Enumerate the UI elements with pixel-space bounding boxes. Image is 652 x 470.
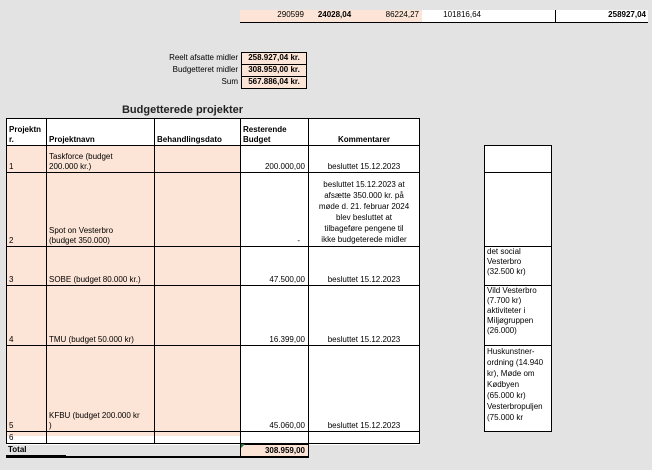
- summary-value-reelt[interactable]: 258.927,04 kr.: [241, 52, 307, 65]
- top-value-1[interactable]: 290599: [240, 10, 307, 22]
- top-blank-cell[interactable]: [484, 10, 556, 22]
- row2-nr[interactable]: 2: [6, 172, 47, 247]
- row3-komm[interactable]: besluttet 15.12.2023: [308, 246, 420, 286]
- header-projektnr: Projektn r.: [6, 118, 47, 146]
- row2-komm[interactable]: besluttet 15.12.2023 at afsætte 350.000 kr. på møde d. 21. februar 2024 blev besluttet at tilbageføre pengene til ikke budgeterede midler: [308, 172, 420, 247]
- row2-dato[interactable]: [154, 172, 241, 247]
- header-projektnavn: Projektnavn: [46, 118, 155, 146]
- row2-budget[interactable]: -: [240, 172, 309, 247]
- row5-nr[interactable]: 5: [6, 345, 47, 432]
- top-value-3[interactable]: 86224,27: [362, 10, 422, 22]
- row3-dato[interactable]: [154, 246, 241, 286]
- row4-komm[interactable]: besluttet 15.12.2023: [308, 285, 420, 346]
- row1-navn[interactable]: Taskforce (budget 200.000 kr.): [46, 145, 155, 173]
- row6-nr[interactable]: 6: [6, 431, 47, 444]
- total-cell-marker: [241, 444, 245, 448]
- row3-nr[interactable]: 3: [6, 246, 47, 286]
- total-bottom-border: [6, 456, 240, 458]
- summary-label-budgetteret: Budgetteret midler: [172, 65, 238, 74]
- row6-navn[interactable]: [46, 431, 155, 444]
- summary-value-sum[interactable]: 567.886,04 kr.: [241, 76, 307, 89]
- header-behandlingsdato: Behandlingsdato: [154, 118, 241, 146]
- row4-budget[interactable]: 16.399,00: [240, 285, 309, 346]
- row1-budget[interactable]: 200.000,00: [240, 145, 309, 173]
- summary-value-budgetteret[interactable]: 308.959,00 kr.: [241, 64, 307, 77]
- row4-dato[interactable]: [154, 285, 241, 346]
- side-row2[interactable]: [484, 172, 552, 247]
- header-kommentarer: Kommentarer: [308, 118, 420, 146]
- summary-label-reelt: Reelt afsatte midler: [169, 53, 238, 62]
- side-row1[interactable]: [484, 145, 552, 173]
- top-value-5[interactable]: 258927,04: [556, 10, 648, 22]
- side-row4[interactable]: Vild Vesterbro (7.700 kr) aktiviteter i Miljøgruppen (26.000): [484, 285, 552, 346]
- row6-komm[interactable]: [308, 431, 420, 444]
- top-value-2[interactable]: 24028,04: [307, 10, 362, 22]
- side-row3[interactable]: det social Vesterbro (32.500 kr): [484, 246, 552, 286]
- summary-label-sum: Sum: [221, 77, 238, 86]
- row3-navn[interactable]: SOBE (budget 80.000 kr.): [46, 246, 155, 286]
- row4-nr[interactable]: 4: [6, 285, 47, 346]
- row1-dato[interactable]: [154, 145, 241, 173]
- total-value[interactable]: 308.959,00: [240, 444, 309, 458]
- header-resterende-budget: Resterende Budget: [240, 118, 309, 146]
- row3-budget[interactable]: 47.500,00: [240, 246, 309, 286]
- row4-navn[interactable]: TMU (budget 50.000 kr): [46, 285, 155, 346]
- side-row5[interactable]: Huskunstner- ordning (14.940 kr), Møde om Kødbyen (65.000 kr) Vesterbropuljen (75.000 kr: [484, 345, 552, 432]
- top-value-4[interactable]: 101816,64: [422, 10, 484, 22]
- row6-dato[interactable]: [154, 431, 241, 444]
- row6-budget[interactable]: [240, 431, 309, 444]
- row5-komm[interactable]: besluttet 15.12.2023: [308, 345, 420, 432]
- row1-nr[interactable]: 1: [6, 145, 47, 173]
- table-title: Budgetterede projekter: [121, 104, 244, 116]
- row5-dato[interactable]: [154, 345, 241, 432]
- row5-navn[interactable]: KFBU (budget 200.000 kr ): [46, 345, 155, 432]
- row1-komm[interactable]: besluttet 15.12.2023: [308, 145, 420, 173]
- row2-navn[interactable]: Spot on Vesterbro (budget 350.000): [46, 172, 155, 247]
- total-label: Total: [6, 444, 66, 457]
- top-row-border: [240, 22, 648, 23]
- row5-budget[interactable]: 45.060,00: [240, 345, 309, 432]
